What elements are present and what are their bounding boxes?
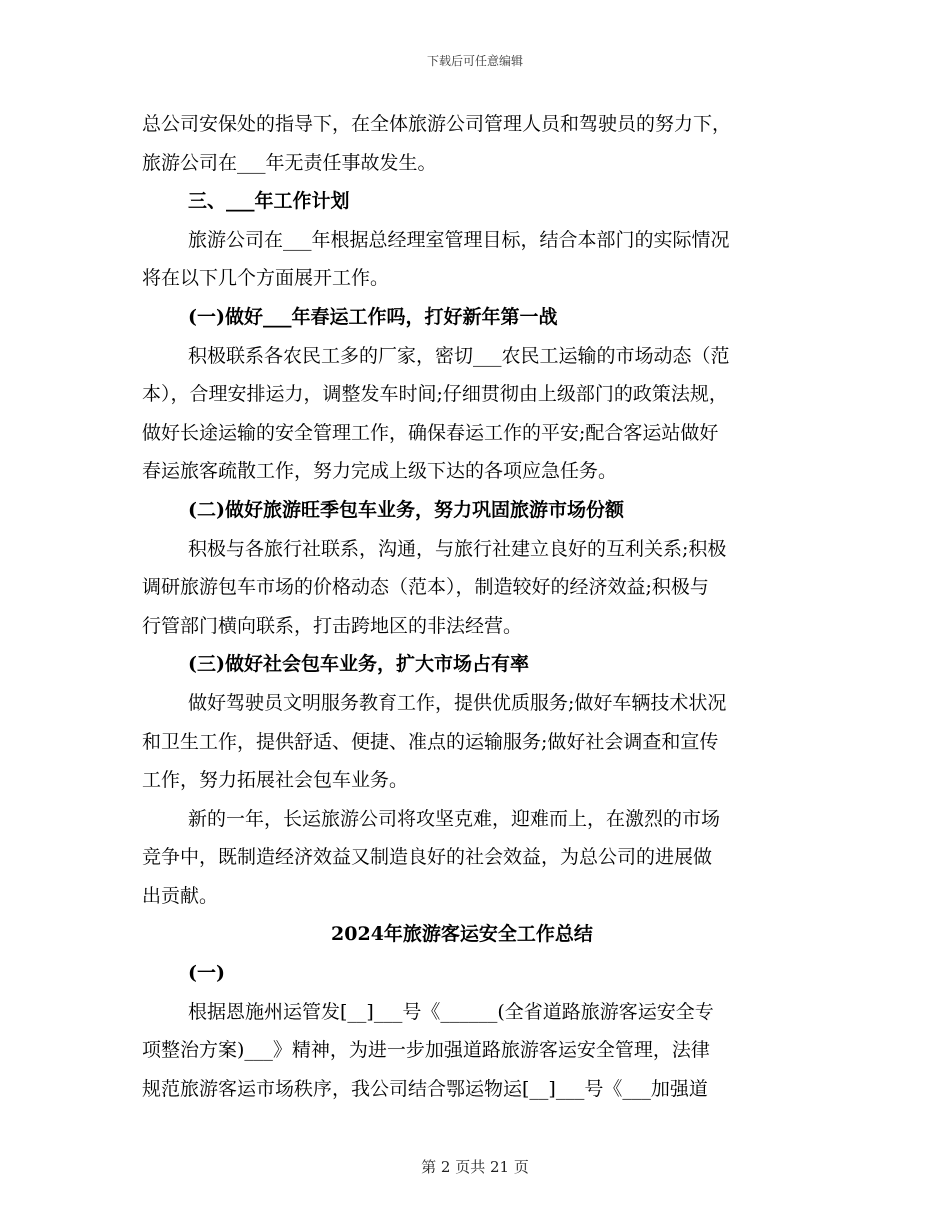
- paragraph-line: 行管部门横向联系，打击跨地区的非法经营。: [142, 614, 523, 637]
- section-heading: 三、___年工作计划: [188, 190, 350, 213]
- paragraph-line: 根据恩施州运管发[__]___号《______(全省道路旅游客运安全专: [188, 1000, 714, 1023]
- page-footer: 第 2 页共 21 页: [421, 1158, 529, 1176]
- paragraph-line: 春运旅客疏散工作，努力完成上级下达的各项应急任务。: [142, 460, 618, 483]
- paragraph-line: 做好驾驶员文明服务教育工作，提供优质服务;做好车辆技术状况: [188, 691, 727, 714]
- paragraph-line: 本），合理安排运力，调整发车时间;仔细贯彻由上级部门的政策法规，: [142, 383, 728, 406]
- section-heading: (二)做好旅游旺季包车业务，努力巩固旅游市场份额: [188, 498, 624, 521]
- section-heading: (一): [188, 962, 225, 985]
- section-heading: (三)做好社会包车业务，扩大市场占有率: [188, 653, 529, 676]
- paragraph-line: 做好长途运输的安全管理工作，确保春运工作的平安;配合客运站做好: [142, 421, 719, 444]
- paragraph-line: 竞争中，既制造经济效益又制造良好的社会效益，为总公司的进展做: [142, 846, 713, 869]
- paragraph-line: 积极与各旅行社联系，沟通，与旅行社建立良好的互利关系;积极: [188, 537, 727, 560]
- paragraph-line: 将在以下几个方面展开工作。: [142, 267, 390, 290]
- paragraph-line: 和卫生工作，提供舒适、便捷、准点的运输服务;做好社会调查和宣传: [142, 730, 719, 753]
- paragraph-line: 工作，努力拓展社会包车业务。: [142, 769, 409, 792]
- paragraph-line: 调研旅游包车市场的价格动态（范本），制造较好的经济效益;积极与: [142, 576, 709, 599]
- paragraph-line: 出贡献。: [142, 884, 219, 907]
- page-header-note: 下载后可任意编辑: [426, 54, 523, 68]
- paragraph-line: 旅游公司在___年根据总经理室管理目标，结合本部门的实际情况: [188, 228, 730, 251]
- paragraph-line: 旅游公司在___年无责任事故发生。: [142, 151, 437, 174]
- section-title: 2024年旅游客运安全工作总结: [331, 923, 593, 946]
- section-heading: (一)做好___年春运工作吗，打好新年第一战: [188, 305, 558, 328]
- paragraph-line: 积极联系各农民工多的厂家，密切___农民工运输的市场动态（范: [188, 344, 730, 367]
- paragraph-line: 项整治方案)___》精神，为进一步加强道路旅游客运安全管理，法律: [142, 1039, 710, 1062]
- document-body: [142, 105, 812, 1108]
- paragraph-line: 新的一年，长运旅游公司将攻坚克难，迎难而上，在激烈的市场: [188, 807, 721, 830]
- paragraph-line: 规范旅游客运市场秩序，我公司结合鄂运物运[__]___号《___加强道: [142, 1077, 708, 1100]
- paragraph-line: 总公司安保处的指导下，在全体旅游公司管理人员和驾驶员的努力下，: [142, 113, 732, 135]
